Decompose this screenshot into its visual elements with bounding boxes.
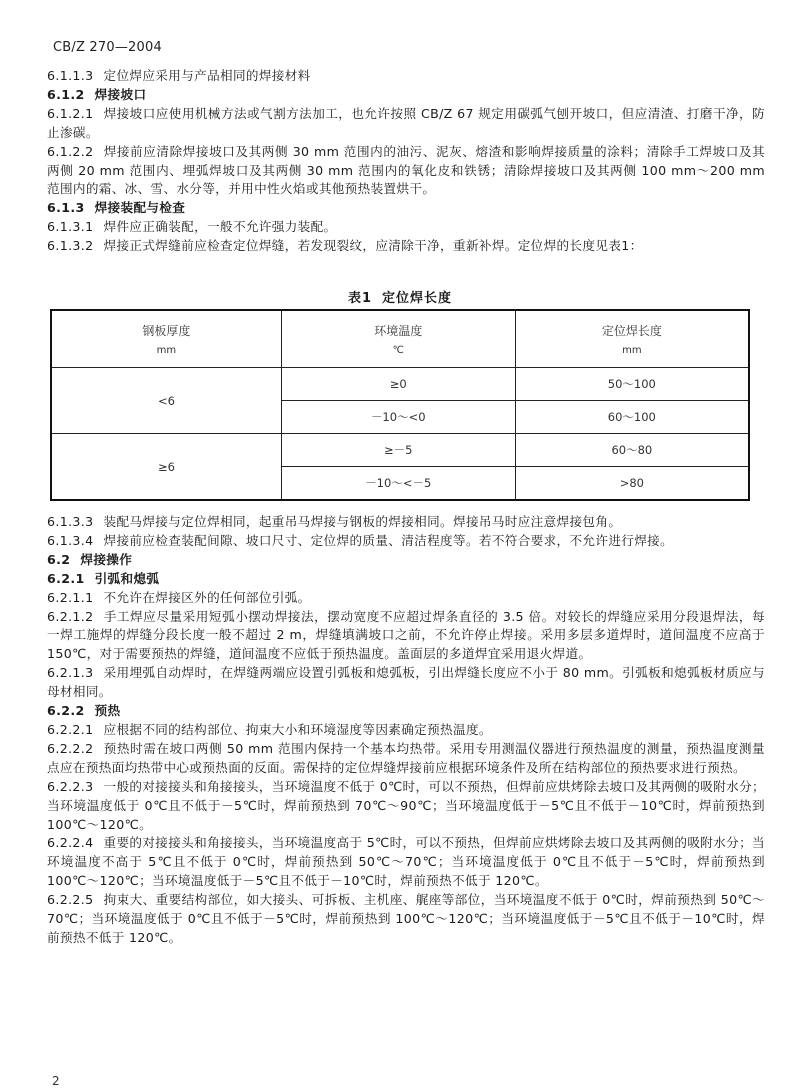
clause-number: 6.1.1.3	[47, 68, 94, 83]
clause-number: 6.2.1.1	[47, 589, 94, 605]
clause-text: 焊接前应检查装配间隙、坡口尺寸、定位焊的质量、清洁程度等。若不符合要求，不允许进行焊接。	[103, 532, 674, 548]
clause-paragraph	[47, 721, 765, 740]
header-weld-length	[515, 310, 749, 368]
clause-paragraph	[47, 664, 765, 702]
clause-text: 焊件应正确装配，一般不允许强力装配。	[103, 219, 337, 235]
clause-number: 6.2.1	[47, 570, 85, 586]
clause-text: 装配马焊接与定位焊相同，起重吊马焊接与钢板的焊接相同。焊接吊马时应注意焊接包角。	[103, 514, 622, 529]
clause-text: 应根据不同的结构部位、拘束大小和环境湿度等因素确定预热温度。	[103, 721, 492, 737]
page-number: 2	[52, 1074, 60, 1088]
clause-paragraph	[47, 532, 765, 551]
clause-text: 预热时需在坡口两侧 50 mm 范围内保持一个基本均热带。采用专用测温仪器进行预热温度的测量，预热温度测量点应在预热面均热带中心或预热面的反面。需保持的定位焊缝焊接前应根据环境条件及所在结构部位的预热要求进行预热。	[47, 740, 765, 775]
cell-temperature: ≥0	[281, 368, 515, 401]
clause-paragraph	[47, 778, 765, 835]
table-caption	[0, 287, 800, 306]
cell-length: >80	[515, 467, 749, 501]
clause-text: 手工焊应尽量采用短弧小摆动焊接法，摆动宽度不应超过焊条直径的 3.5 倍。对较长的焊缝应采用分段退焊法，每一焊工施焊的焊缝分段长度一般不超过 2 m，焊缝填满坡口之前，不允许停止焊接。采用多层多道焊时，道间温度不应高于 150℃，对于需要预热的焊缝，道间温度不应低于预热温度。盖面层的多道焊宜采用退火焊道。	[47, 608, 765, 662]
clause-number: 6.1.3.3	[47, 514, 94, 529]
table-header-row	[51, 310, 749, 368]
clause-number: 6.2.1.3	[47, 665, 94, 681]
clause-paragraph	[47, 608, 765, 665]
clause-paragraph	[47, 834, 765, 891]
clause-text: 一般的对接接头和角接接头，当环境温度不低于 0℃时，可以不预热，但焊前应烘烤除去坡口及其两侧的吸附水分；当环境温度低于 0℃且不低于－5℃时，焊前预热到 70℃～90℃；当环境温度低于－5℃且不低于－10℃时，焊前预热到 100℃～120℃。	[47, 778, 765, 832]
header-unit: mm	[156, 345, 177, 356]
clause-text: 不允许在焊接区外的任何部位引弧。	[103, 589, 311, 605]
clause-text: 采用埋弧自动焊时，在焊缝两端应设置引弧板和熄弧板，引出焊缝长度应不小于 80 mm。引弧板和熄弧板材质应与母材相同。	[47, 665, 765, 700]
cell-length: 50～100	[515, 368, 749, 401]
clause-number: 6.2.2.2	[47, 740, 94, 756]
clause-text: 焊接前应清除焊接坡口及其两侧 30 mm 范围内的油污、泥灰、熔渣和影响焊接质量的涂料；清除手工焊坡口及其两侧 20 mm 范围内、埋弧焊坡口及其两侧 30 mm 范围内的氧化皮和铁锈；清除焊接坡口及其两侧 100 mm～200 mm 范围内的霜、冰、雪、水分等，并用中性火焰或其他预热装置烘干。	[47, 143, 765, 197]
clause-text: 焊接坡口应使用机械方法或气割方法加工，也允许按照 CB/Z 67 规定用碳弧气刨开坡口，但应清渣、打磨干净，防止渗碳。	[47, 105, 765, 140]
text-block-lower	[47, 513, 765, 948]
header-unit: ℃	[392, 345, 404, 356]
cell-temperature: －10～<－5	[281, 467, 515, 501]
cell-length: 60～80	[515, 434, 749, 467]
clause-number: 6.2.2.4	[47, 835, 94, 851]
table-title: 定位焊长度	[382, 291, 453, 306]
table-row	[51, 434, 749, 467]
cell-length: 60～100	[515, 401, 749, 434]
clause-paragraph	[47, 237, 765, 256]
header-ambient-temperature	[281, 310, 515, 368]
section-heading	[47, 570, 765, 589]
header-unit: mm	[622, 345, 642, 356]
clause-number: 6.1.3.4	[47, 532, 94, 548]
clause-number: 6.2.1.2	[47, 608, 94, 624]
clause-number: 6.1.3	[47, 200, 85, 216]
clause-text: 预热	[94, 703, 121, 719]
clause-text: 重要的对接接头和角接接头，当环境温度高于 5℃时，可以不预热，但焊前应烘烤除去坡口及其两侧的吸附水分；当环境温度不高于 5℃且不低于 0℃时，焊前预热到 50℃～70℃；当环境温度低于 0℃且不低于－5℃时，焊前预热到 100℃～120℃；当环境温度低于－5℃且不低于－10℃时，焊前预热不低于 120℃。	[47, 835, 765, 889]
clause-paragraph	[47, 105, 765, 143]
clause-number: 6.2.2.5	[47, 892, 94, 908]
clause-text: 拘束大、重要结构部位，如大接头、可拆板、主机座、艉座等部位，当环境温度不低于 0℃时，焊前预热到 50℃～70℃；当环境温度低于 0℃且不低于－5℃时，焊前预热到 100℃～120℃；当环境温度低于－5℃且不低于－10℃时，焊前预热不低于 120℃。	[47, 892, 765, 945]
clause-number: 6.1.3.1	[47, 219, 94, 235]
clause-number: 6.1.2.2	[47, 143, 94, 159]
cell-thickness: ≥6	[51, 434, 281, 501]
clause-text: 焊接正式焊缝前应检查定位焊缝，若发现裂纹，应清除干净，重新补焊。定位焊的长度见表1：	[103, 238, 643, 254]
clause-paragraph	[47, 143, 765, 200]
clause-number: 6.2.2.1	[47, 721, 94, 737]
clause-paragraph	[47, 589, 765, 608]
clause-number: 6.2.2	[47, 703, 85, 719]
header-label: 环境温度	[374, 324, 423, 338]
cell-temperature: －10～<0	[281, 401, 515, 434]
cell-temperature: ≥－5	[281, 434, 515, 467]
clause-paragraph	[47, 891, 765, 948]
document-code-header: CB/Z 270—2004	[53, 40, 162, 55]
clause-number: 6.1.2	[47, 86, 85, 102]
clause-text: 焊接装配与检查	[94, 200, 186, 216]
section-heading	[47, 199, 765, 218]
clause-number: 6.2.2.3	[47, 778, 94, 794]
clause-number: 6.1.3.2	[47, 238, 94, 254]
clause-paragraph	[47, 67, 765, 86]
section-heading	[47, 551, 765, 570]
clause-number: 6.1.2.1	[47, 105, 94, 121]
table-number: 表1	[347, 291, 373, 306]
clause-paragraph	[47, 218, 765, 237]
section-heading	[47, 702, 765, 721]
clause-paragraph	[47, 513, 765, 532]
table-row	[51, 368, 749, 401]
header-plate-thickness	[51, 310, 281, 368]
clause-text: 引弧和熄弧	[94, 570, 160, 586]
clause-paragraph	[47, 740, 765, 778]
header-label: 钢板厚度	[142, 324, 191, 338]
cell-thickness: <6	[51, 368, 281, 434]
section-heading	[47, 86, 765, 105]
clause-text: 焊接操作	[80, 551, 133, 567]
clause-number: 6.2	[47, 551, 71, 567]
clause-text: 定位焊应采用与产品相同的焊接材料	[103, 68, 311, 83]
text-block-upper	[47, 67, 765, 256]
clause-text: 焊接坡口	[94, 86, 147, 102]
table-positioning-weld-length	[50, 309, 750, 501]
header-label: 定位焊长度	[601, 324, 662, 338]
